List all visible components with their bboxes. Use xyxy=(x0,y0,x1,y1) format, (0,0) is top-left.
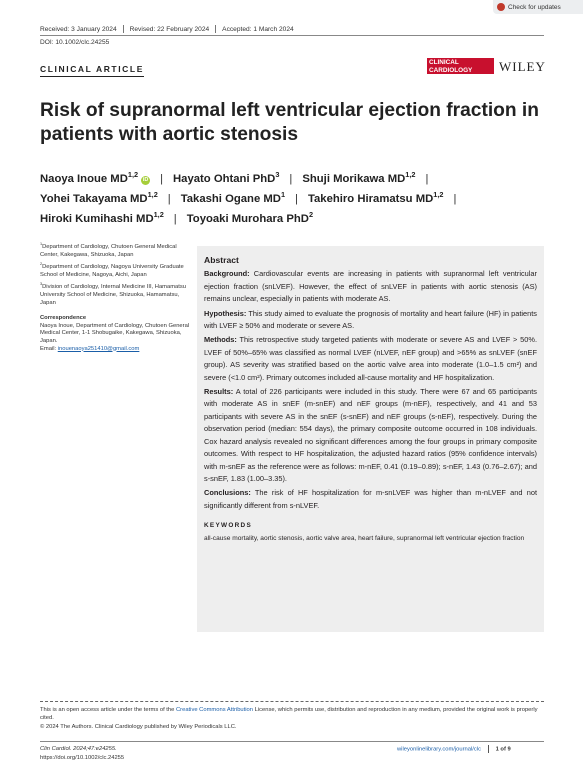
abstract-conclusions: Conclusions: The risk of HF hospitalization for m-snLVEF was higher than m-nLVEF and not significantly different from s-nLVEF. xyxy=(204,488,537,510)
header-divider xyxy=(40,35,544,36)
author: Hiroki Kumihashi MD$^{1,2}$ xyxy=(40,210,164,225)
author: Hayato Ohtani PhD$^3$ xyxy=(173,170,280,185)
affiliation: $^2$Department of Cardiology, Nagoya University Graduate School of Medicine, Nagoya, Aichi, Japan xyxy=(40,262,184,278)
page-number: 1 of 9 xyxy=(495,746,511,753)
abstract-box xyxy=(197,246,544,632)
check-for-updates-label: Check for updates xyxy=(508,3,561,11)
license-notice: This is an open access article under the terms of the Creative Commons Attribution License, which permits use, distribution and reproduction in any medium, provided the original work is properly cited. © 2024 The Authors. Clinical Cardiology published by Wiley Periodicals LLC. xyxy=(40,707,538,730)
affiliations-column xyxy=(40,244,190,358)
keywords-list: all-cause mortality, aortic stenosis, aortic valve area, heart failure, supranormal left ventricular ejection fraction xyxy=(204,534,525,542)
journal-logo-line2: CARDIOLOGY xyxy=(429,66,473,74)
article-dates xyxy=(40,25,294,33)
journal-logo xyxy=(427,58,494,74)
author: Shuji Morikawa MD$^{1,2}$ xyxy=(302,170,416,185)
affiliation: $^3$Division of Cardiology, Internal Medicine III, Hamamatsu University School of Medicine, Shizuoka, Hamamatsu, Japan xyxy=(40,282,187,306)
abstract-heading: Abstract xyxy=(204,255,239,265)
footer-right xyxy=(397,745,511,753)
abstract-hypothesis: Hypothesis: This study aimed to evaluate the prognosis of mortality and heart failure (HF) in patients with LVEF ≥ 50% and moderate or severe AS. xyxy=(204,308,538,331)
revised-date: Revised: 22 February 2024 xyxy=(129,25,210,33)
accepted-date: Accepted: 1 March 2024 xyxy=(222,25,294,33)
abstract-methods: Methods: This retrospective study targeted patients with moderate or severe AS and LVEF > 50%. LVEF of 50%–65% was classified as normal LVEF (nLVEF, nEF group) and >65% as snLVEF (snEF group). AS severity was stratified based on the aortic valve area into moderate (1.0–1.5 cm²) and severe (<1.0 cm²). Primary outcomes included all-cause mortality and HF hospitalization. xyxy=(204,335,537,382)
author: Naoya Inoue MD$^{1,2}$iD xyxy=(40,170,149,185)
orcid-icon[interactable]: iD xyxy=(142,177,149,183)
citation-text: Clin Cardiol. 2024;47:e24255. xyxy=(40,746,117,752)
doi-url-link[interactable]: https://doi.org/10.1002/clc.24255 xyxy=(40,754,125,761)
journal-logo-line1: CLINICAL xyxy=(429,59,459,66)
correspondence: Correspondence Naoya Inoue, Department of Cardiology, Chutoen General Medical Center, 1-1 Shobugaike, Kakegawa, Shizuoka, Japan. Email: inouenaoya251410@gmail.com xyxy=(40,315,190,352)
license-divider xyxy=(40,701,544,702)
doi-line: DOI: 10.1002/clc.24255 xyxy=(40,39,110,46)
journal-site-link[interactable]: wileyonlinelibrary.com/journal/clc xyxy=(397,746,481,753)
author: Takehiro Hiramatsu MD$^{1,2}$ xyxy=(307,190,444,205)
abstract-background: Background: Cardiovascular events are increasing in patients with supranormal left ventricular ejection fraction (snLVEF). However, the effect of snLVEF in patients with aortic stenosis (AS) remains unclear, especially in patients with moderate AS. xyxy=(204,269,537,304)
author: Toyoaki Murohara PhD$^2$ xyxy=(186,210,314,225)
article-type-label: CLINICAL ARTICLE xyxy=(40,64,144,77)
publisher-logo: WILEY xyxy=(499,59,546,74)
affiliation: $^1$Department of Cardiology, Chutoen General Medical Center, Kakegawa, Shizuoka, Japan xyxy=(40,242,177,258)
footer-citation xyxy=(40,745,124,763)
creative-commons-link[interactable]: Creative Commons Attribution xyxy=(175,707,253,713)
footer-divider xyxy=(40,741,544,742)
correspondence-email-link[interactable]: inouenaoya251410@gmail.com xyxy=(57,345,140,352)
author: Yohei Takayama MD$^{1,2}$ xyxy=(40,190,158,205)
received-date: Received: 3 January 2024 xyxy=(40,25,117,33)
article-title: Risk of supranormal left ventricular ejection fraction in patients with aortic stenosis xyxy=(40,100,539,145)
keywords-heading: KEYWORDS xyxy=(204,522,253,530)
author-list: Naoya Inoue MD$^{1,2}$iD | Hayato Ohtani PhD$^3$ | Shuji Morikawa MD$^{1,2}$ | Yohei Takayama MD$^{1,2}$ | Takashi Ogane $MD^1$ | Takehiro Hiramatsu MD$^{1,2}$ | Hiroki Kumihashi MD$^{1,2}$ | Toyoaki Murohara PhD$^2$ xyxy=(40,170,457,225)
update-icon xyxy=(497,3,505,11)
correspondence-address: Naoya Inoue, Department of Cardiology, Chutoen General Medical Center, 1-1 Shobugaike, Kakegawa, Shizuoka, Japan. xyxy=(40,322,190,344)
abstract-results: Results: A total of 226 participants were included in this study. There were 67 and 65 participants with moderate AS in snEF (m-snEF) and nEF groups (m-nEF), respectively, and 41 and 53 participants with severe AS in the snEF (s-snEF) and nEF groups (s-nEF), respectively. During the observation period (median: 554 days), the primary composite outcome occurred in 108 individuals. Cox hazard analysis revealed no significant differences among the four groups in primary composite outcomes. With respect to HF hospitalization, the adjusted hazard ratios (95% confidence intervals) with m-snEF as the reference were as follows: m-nEF, 0.41 (0.19–0.89); s-nEF, 1.43 (0.76–2.67); and s-snEF, 1.83 (1.00–3.35). xyxy=(204,387,537,483)
check-for-updates-badge[interactable] xyxy=(493,0,583,14)
author: Takashi Ogane $MD^1$ xyxy=(180,190,286,205)
copyright-line: © 2024 The Authors. Clinical Cardiology published by Wiley Periodicals LLC. xyxy=(40,723,237,730)
correspondence-heading: Correspondence xyxy=(40,315,87,322)
